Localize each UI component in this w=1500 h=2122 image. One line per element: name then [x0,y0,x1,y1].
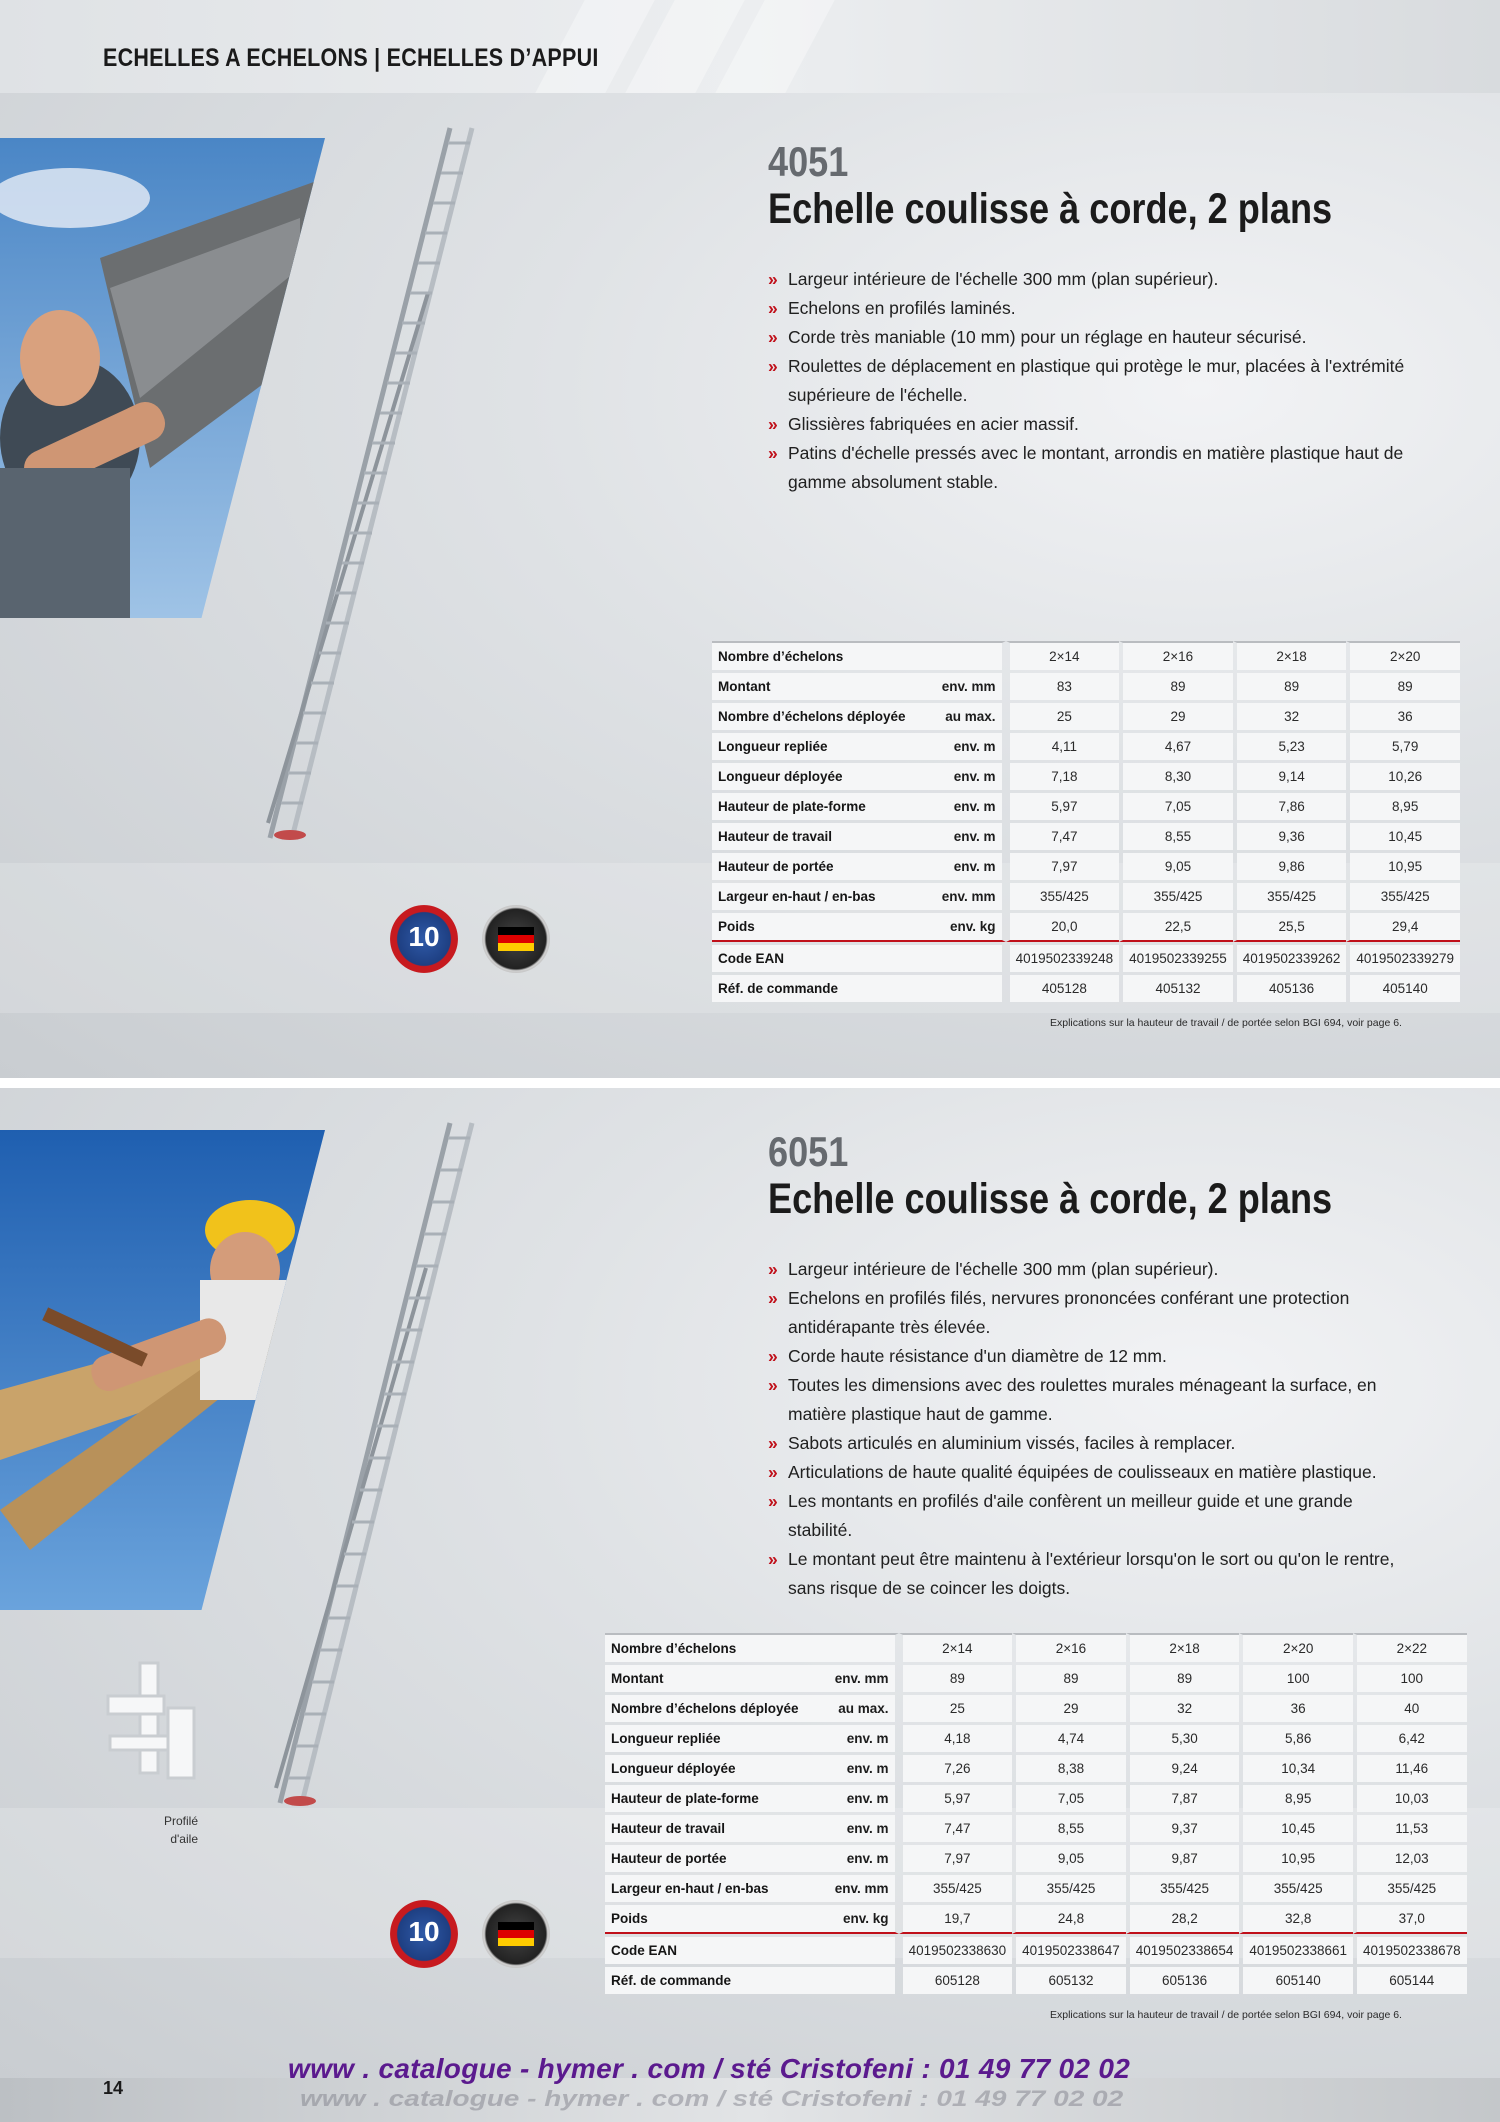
spec-value: 24,8 [1012,1905,1126,1934]
spec-value: 7,87 [1126,1785,1240,1812]
spec-value: 4019502338661 [1239,1937,1353,1964]
spec-value: 100 [1353,1665,1467,1692]
spec-value: 40 [1353,1695,1467,1722]
spec-value: 7,86 [1233,793,1347,820]
spec-value: 19,7 [899,1905,1013,1934]
spec-unit: env. m [912,763,1006,790]
spec-label: Largeur en-haut / en-bas [605,1875,805,1902]
spec-row [712,853,1460,880]
spec-value: 32 [1126,1695,1240,1722]
spec-value: 89 [1126,1665,1240,1692]
spec-label: Hauteur de plate-forme [712,793,912,820]
spec-value: 5,23 [1233,733,1347,760]
spec-value: 4019502338630 [899,1937,1013,1964]
spec-value: 4019502339262 [1233,945,1347,972]
warranty-10-badge-icon: 10 [390,1900,458,1968]
spec-value: 405128 [1006,975,1120,1002]
spec-value: 2×20 [1239,1633,1353,1662]
spec-row [605,1845,1467,1872]
spec-value: 8,38 [1012,1755,1126,1782]
product-title: Echelle coulisse à corde, 2 plans [768,185,1333,233]
feature-item: » Articulations de haute qualité équipées de coulisseaux en matière plastique. [768,1462,1377,1482]
spec-label: Longueur repliée [605,1725,805,1752]
product-model: 6051 [768,1128,849,1175]
ladder-image [250,123,480,843]
spec-value: 89 [1346,673,1460,700]
spec-unit [805,1967,899,1994]
spec-value: 355/425 [1012,1875,1126,1902]
spec-value: 5,97 [899,1785,1013,1812]
feature-item: » Echelons en profilés filés, nervures prononcées conférant une protection antidérapante très élevée. [768,1288,1350,1337]
feature-item: » Le montant peut être maintenu à l'extérieur lorsqu'on le sort ou qu'on le rentre, sans risque de se coincer les doigts. [768,1549,1395,1598]
spec-value: 355/425 [1006,883,1120,910]
spec-value: 8,95 [1239,1785,1353,1812]
spec-value: 605144 [1353,1967,1467,1994]
spec-value: 10,45 [1239,1815,1353,1842]
spec-value: 10,95 [1239,1845,1353,1872]
spec-value: 37,0 [1353,1905,1467,1934]
spec-value: 355/425 [1119,883,1233,910]
spec-value: 8,95 [1346,793,1460,820]
feature-item: » Sabots articulés en aluminium vissés, faciles à remplacer. [768,1433,1236,1453]
spec-row [605,1755,1467,1782]
feature-list [768,1255,1408,1603]
feature-item: » Toutes les dimensions avec des roulettes murales ménageant la surface, en matière plastique haut de gamme. [768,1375,1377,1424]
spec-label: Longueur repliée [712,733,912,760]
profile-caption: Profilé d'aile [163,1814,198,1846]
spec-value: 4019502338678 [1353,1937,1467,1964]
spec-label: Nombre d’échelons déployée [605,1695,805,1722]
spec-row [712,703,1460,730]
spec-value: 29,4 [1346,913,1460,942]
spec-label: Poids [605,1905,805,1934]
spec-value: 2×16 [1119,641,1233,670]
spec-value: 4019502338654 [1126,1937,1240,1964]
spec-label: Nombre d’échelons [605,1633,805,1662]
spec-value: 4,11 [1006,733,1120,760]
spec-row [712,883,1460,910]
spec-value: 32,8 [1239,1905,1353,1934]
spec-value: 9,14 [1233,763,1347,790]
spec-row [605,1967,1467,1994]
spec-value: 22,5 [1119,913,1233,942]
spec-value: 9,05 [1119,853,1233,880]
spec-row [605,1937,1467,1964]
spec-value: 10,95 [1346,853,1460,880]
spec-unit: env. mm [805,1665,899,1692]
spec-value: 7,97 [1006,853,1120,880]
spec-label: Nombre d’échelons [712,641,912,670]
footnote: Explications sur la hauteur de travail / de portée selon BGI 694, voir page 6. [1050,1017,1402,1029]
spec-value: 100 [1239,1665,1353,1692]
spec-value: 89 [1119,673,1233,700]
spec-row [712,793,1460,820]
ladder-image [250,1118,480,1808]
spec-row [712,641,1460,670]
catalogue-watermark: www . catalogue - hymer . com / sté Cristofeni : 01 49 77 02 02 [288,2053,1131,2084]
spec-value: 25 [899,1695,1013,1722]
spec-table [605,1630,1467,1997]
spec-value: 29 [1119,703,1233,730]
spec-value: 89 [899,1665,1013,1692]
feature-item: » Les montants en profilés d'aile confèrent un meilleur guide et une grande stabilité. [768,1491,1353,1540]
wing-profile-diagram-icon [100,1658,205,1788]
spec-row [605,1875,1467,1902]
footnote: Explications sur la hauteur de travail / de portée selon BGI 694, voir page 6. [1050,2009,1402,2021]
spec-value: 405140 [1346,975,1460,1002]
spec-label: Hauteur de travail [605,1815,805,1842]
spec-label: Hauteur de portée [605,1845,805,1872]
spec-label: Largeur en-haut / en-bas [712,883,912,910]
spec-label: Code EAN [712,945,912,972]
feature-item: » Glissières fabriquées en acier massif. [768,414,1079,434]
watermark-reflection: www . catalogue - hymer . com / sté Cristofeni : 01 49 77 02 02 [300,2086,1124,2111]
spec-value: 7,05 [1119,793,1233,820]
spec-value: 5,86 [1239,1725,1353,1752]
spec-value: 89 [1012,1665,1126,1692]
spec-value: 5,97 [1006,793,1120,820]
spec-row [605,1665,1467,1692]
spec-unit: env. m [912,793,1006,820]
spec-value: 25 [1006,703,1120,730]
made-in-germany-badge-icon [482,1900,550,1968]
spec-value: 7,47 [899,1815,1013,1842]
section-title: ECHELLES A ECHELONS | ECHELLES D’APPUI [103,44,599,72]
spec-value: 355/425 [1233,883,1347,910]
spec-value: 605140 [1239,1967,1353,1994]
spec-value: 10,45 [1346,823,1460,850]
spec-value: 9,36 [1233,823,1347,850]
product-model: 4051 [768,138,849,185]
product-section-4051 [0,93,1500,1078]
spec-value: 355/425 [1346,883,1460,910]
spec-row [605,1695,1467,1722]
spec-value: 10,26 [1346,763,1460,790]
spec-value: 8,55 [1012,1815,1126,1842]
spec-value: 7,05 [1012,1785,1126,1812]
spec-label: Poids [712,913,912,942]
spec-value: 83 [1006,673,1120,700]
spec-value: 5,30 [1126,1725,1240,1752]
spec-label: Réf. de commande [605,1967,805,1994]
spec-value: 9,37 [1126,1815,1240,1842]
feature-item: » Largeur intérieure de l'échelle 300 mm (plan supérieur). [768,1259,1219,1279]
spec-value: 2×14 [1006,641,1120,670]
spec-value: 4019502339279 [1346,945,1460,972]
spec-value: 12,03 [1353,1845,1467,1872]
spec-value: 2×22 [1353,1633,1467,1662]
spec-label: Montant [712,673,912,700]
spec-unit [912,641,1006,670]
spec-value: 36 [1346,703,1460,730]
spec-value: 7,18 [1006,763,1120,790]
spec-unit: env. mm [912,673,1006,700]
spec-value: 32 [1233,703,1347,730]
spec-value: 7,26 [899,1755,1013,1782]
spec-label: Réf. de commande [712,975,912,1002]
spec-label: Longueur déployée [605,1755,805,1782]
spec-value: 605128 [899,1967,1013,1994]
spec-value: 9,24 [1126,1755,1240,1782]
spec-value: 405132 [1119,975,1233,1002]
spec-unit: env. mm [805,1875,899,1902]
spec-unit: env. m [912,733,1006,760]
spec-unit: env. mm [912,883,1006,910]
spec-unit: env. m [805,1725,899,1752]
spec-unit [805,1937,899,1964]
spec-row [712,763,1460,790]
spec-value: 355/425 [1126,1875,1240,1902]
spec-value: 605132 [1012,1967,1126,1994]
spec-value: 2×18 [1126,1633,1240,1662]
spec-value: 10,34 [1239,1755,1353,1782]
spec-unit: env. m [805,1755,899,1782]
spec-unit: env. m [805,1785,899,1812]
spec-value: 355/425 [1239,1875,1353,1902]
spec-unit: env. m [805,1845,899,1872]
spec-value: 36 [1239,1695,1353,1722]
warranty-10-badge-icon: 10 [390,905,458,973]
spec-value: 2×20 [1346,641,1460,670]
spec-value: 4,74 [1012,1725,1126,1752]
spec-value: 25,5 [1233,913,1347,942]
spec-unit: env. m [912,823,1006,850]
spec-value: 7,97 [899,1845,1013,1872]
spec-row [712,975,1460,1002]
product-title: Echelle coulisse à corde, 2 plans [768,1175,1333,1223]
spec-unit [805,1633,899,1662]
spec-row [605,1725,1467,1752]
spec-table [712,638,1460,1005]
spec-value: 355/425 [1353,1875,1467,1902]
spec-value: 4,67 [1119,733,1233,760]
spec-row [605,1905,1467,1934]
spec-label: Hauteur de travail [712,823,912,850]
spec-value: 405136 [1233,975,1347,1002]
spec-row [712,733,1460,760]
spec-unit: env. kg [912,913,1006,942]
spec-row [712,673,1460,700]
spec-row [605,1785,1467,1812]
spec-value: 8,30 [1119,763,1233,790]
spec-unit: au max. [805,1695,899,1722]
page-number: 14 [103,2078,124,2098]
product-section-6051 [0,1088,1500,2078]
feature-item: » Patins d'échelle pressés avec le montant, arrondis en matière plastique haut de gamme absolument stable. [768,443,1404,492]
feature-item: » Corde haute résistance d'un diamètre de 12 mm. [768,1346,1167,1366]
spec-value: 2×18 [1233,641,1347,670]
made-in-germany-badge-icon [482,905,550,973]
spec-value: 10,03 [1353,1785,1467,1812]
spec-value: 605136 [1126,1967,1240,1994]
feature-item: » Roulettes de déplacement en plastique qui protège le mur, placées à l'extrémité supérieure de l'échelle. [768,356,1405,405]
feature-item: » Corde très maniable (10 mm) pour un réglage en hauteur sécurisé. [768,327,1307,347]
spec-unit: env. kg [805,1905,899,1934]
spec-label: Code EAN [605,1937,805,1964]
spec-value: 2×16 [1012,1633,1126,1662]
spec-label: Hauteur de plate-forme [605,1785,805,1812]
feature-list [768,265,1408,497]
spec-value: 6,42 [1353,1725,1467,1752]
spec-row [605,1815,1467,1842]
spec-value: 4019502339255 [1119,945,1233,972]
spec-label: Montant [605,1665,805,1692]
spec-row [712,823,1460,850]
spec-value: 4,18 [899,1725,1013,1752]
spec-value: 7,47 [1006,823,1120,850]
spec-value: 4019502338647 [1012,1937,1126,1964]
spec-unit: au max. [912,703,1006,730]
spec-value: 9,87 [1126,1845,1240,1872]
spec-value: 5,79 [1346,733,1460,760]
spec-value: 9,86 [1233,853,1347,880]
spec-row [712,913,1460,942]
spec-unit: env. m [805,1815,899,1842]
spec-unit [912,975,1006,1002]
spec-value: 2×14 [899,1633,1013,1662]
spec-row [712,945,1460,972]
spec-value: 28,2 [1126,1905,1240,1934]
spec-value: 89 [1233,673,1347,700]
spec-label: Nombre d’échelons déployée [712,703,912,730]
spec-value: 20,0 [1006,913,1120,942]
spec-value: 355/425 [899,1875,1013,1902]
spec-row [605,1633,1467,1662]
spec-value: 8,55 [1119,823,1233,850]
feature-item: » Echelons en profilés laminés. [768,298,1016,318]
spec-unit [912,945,1006,972]
spec-value: 11,46 [1353,1755,1467,1782]
spec-label: Longueur déployée [712,763,912,790]
spec-unit: env. m [912,853,1006,880]
feature-item: » Largeur intérieure de l'échelle 300 mm (plan supérieur). [768,269,1219,289]
spec-value: 9,05 [1012,1845,1126,1872]
page-header [0,0,1500,93]
spec-value: 4019502339248 [1006,945,1120,972]
spec-value: 11,53 [1353,1815,1467,1842]
spec-value: 29 [1012,1695,1126,1722]
spec-label: Hauteur de portée [712,853,912,880]
